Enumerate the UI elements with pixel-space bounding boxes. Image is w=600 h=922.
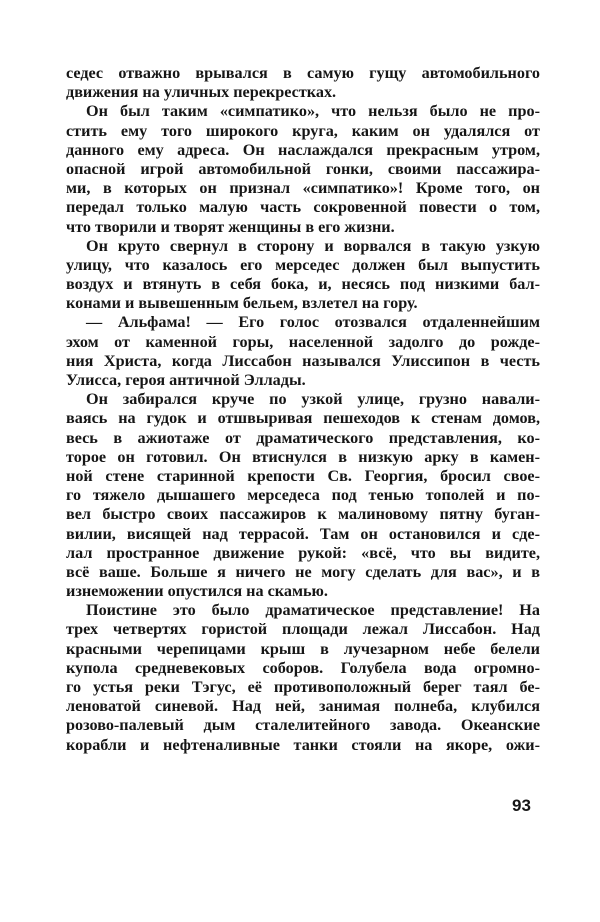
text-line: вилии, висящей над террасой. Там он остановился и сде- xyxy=(66,524,540,543)
text-line: го устья реки Тэгус, её противоположный берег таял бе- xyxy=(66,678,540,696)
text-line: всё ваше. Больше я ничего не могу сделать для вас», и в xyxy=(66,562,540,581)
text-line: весь в ажиотаже от драматического представления, ко- xyxy=(66,428,540,447)
text-line: ной стене старинной крепости Св. Георгия, бросил свое- xyxy=(66,466,540,485)
paragraph xyxy=(66,237,540,314)
text-line: розово-палевый дым сталелитейного завода. Океанские xyxy=(66,716,540,735)
text-line: конами и вывешенным бельем, взлетел на гору. xyxy=(66,294,418,313)
text-line: что творили и творят женщины в его жизни. xyxy=(66,217,395,236)
page-number: 93 xyxy=(512,796,531,815)
text-line: седес отважно врывался в самую гущу автомобильного xyxy=(66,64,540,82)
text-line: Он круто свернул в сторону и ворвался в такую узкую xyxy=(86,236,540,255)
text-line: эхом от каменной горы, населенной задолго до рожде- xyxy=(66,332,540,351)
paragraph xyxy=(66,601,540,755)
text-line: движения на уличных перекрестках. xyxy=(66,83,337,102)
text-line: опасной игрой автомобильной гонки, своими пассажира- xyxy=(66,159,540,178)
text-line: красными черепицами крыш в лучезарном небе белели xyxy=(66,639,540,658)
paragraph xyxy=(66,64,540,102)
paragraph xyxy=(66,102,540,236)
text-line: Улисса, героя античной Эллады. xyxy=(66,371,306,389)
text-line: трех четвертях гористой площади лежал Лиссабон. Над xyxy=(66,620,540,639)
text-line: леноватой синевой. Над ней, занимая полнеба, клубился xyxy=(66,697,540,716)
text-line: — Альфама! — Его голос отозвался отдаленнейшим xyxy=(86,313,540,332)
text-line: купола средневековых соборов. Голубела вода огромно- xyxy=(66,658,540,677)
text-line: воздух и втянуть в себя бока, и, несясь под низкими бал- xyxy=(66,275,540,294)
text-line: ния Христа, когда Лиссабон назывался Улиссипон в честь xyxy=(66,351,540,370)
text-line: Он забирался круче по узкой улице, грузно навали- xyxy=(86,390,540,409)
text-line: стить ему того широкого круга, каким он удалялся от xyxy=(66,121,540,140)
page-body-text xyxy=(66,64,540,755)
text-line: корабли и нефтеналивные танки стояли на якоре, ожи- xyxy=(66,735,540,754)
text-line: вел быстро своих пассажиров к малиновому пятну буган- xyxy=(66,505,540,524)
text-line: лал пространное движение рукой: «всё, что вы видите, xyxy=(66,543,540,562)
text-line: ми, в которых он признал «симпатико»! Кроме того, он xyxy=(66,179,540,198)
paragraph xyxy=(66,313,540,390)
text-line: торое он готовил. Он втиснулся в низкую арку в камен- xyxy=(66,447,540,466)
text-line: передал только малую часть сокровенной повести о том, xyxy=(66,198,540,217)
text-line: изнеможении опустился на скамью. xyxy=(66,582,328,601)
text-line: го тяжело дышашего мерседеса под тенью тополей и по- xyxy=(66,486,540,505)
text-line: улицу, что казалось его мерседес должен был выпустить xyxy=(66,255,540,274)
text-line: ваясь на гудок и отшвыривая пешеходов к стенам домов, xyxy=(66,409,540,428)
text-line: Он был таким «симпатико», что нельзя было не про- xyxy=(86,102,540,121)
text-line: данного ему адреса. Он наслаждался прекрасным утром, xyxy=(66,140,540,159)
paragraph xyxy=(66,390,540,601)
text-line: Поистине это было драматическое представление! На xyxy=(86,601,540,620)
